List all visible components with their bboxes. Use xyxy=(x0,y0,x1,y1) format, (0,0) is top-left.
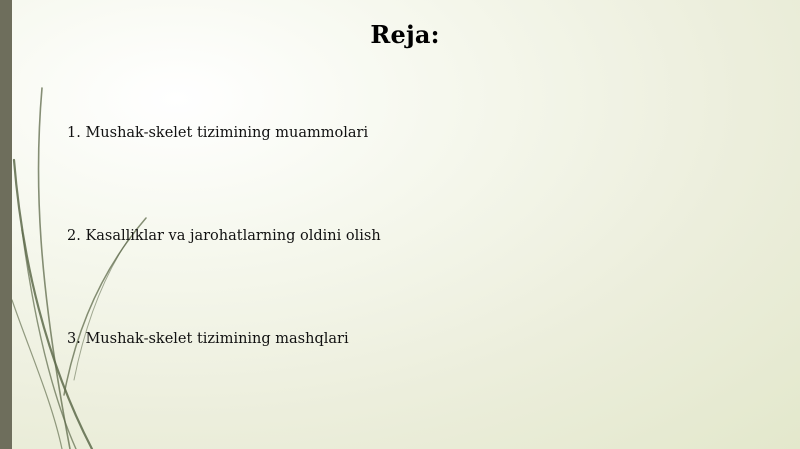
slide-title: Reja: xyxy=(370,20,440,49)
grass-blades-icon xyxy=(0,0,160,449)
list-item: 1. Mushak-skelet tizimining muammolari xyxy=(67,125,369,141)
list-item: 3. Mushak-skelet tizimining mashqlari xyxy=(67,331,349,347)
list-item: 2. Kasalliklar va jarohatlarning oldini olish xyxy=(67,228,381,244)
